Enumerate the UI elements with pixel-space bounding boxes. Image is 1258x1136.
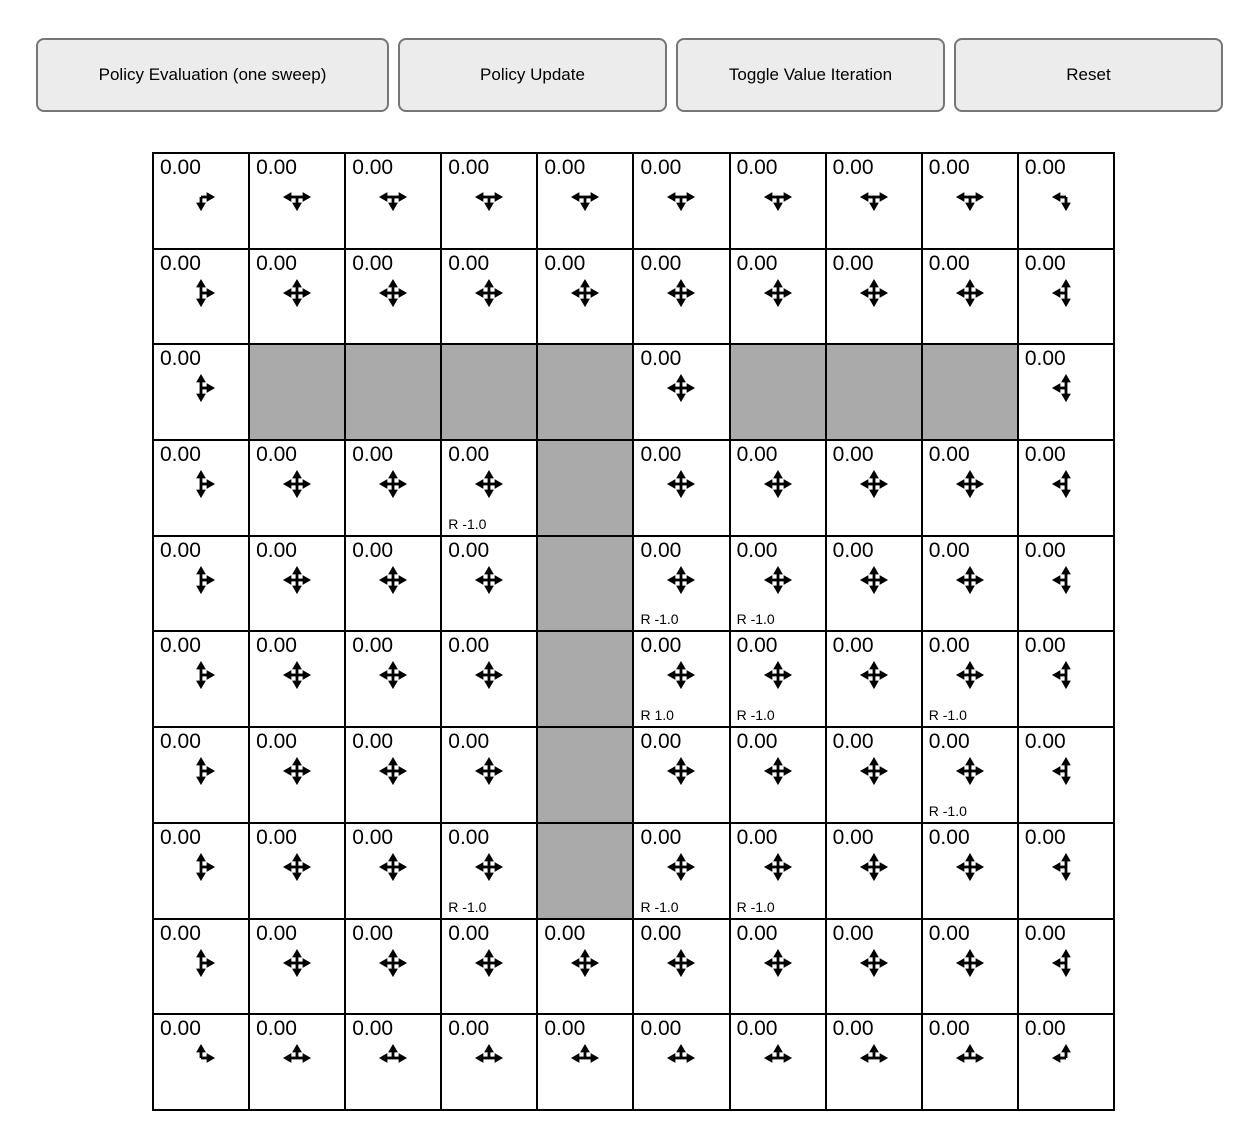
wall-cell	[826, 344, 922, 440]
cell-value: 0.00	[448, 1017, 490, 1041]
grid-cell[interactable]	[345, 1014, 441, 1110]
cell-value: 0.00	[448, 634, 490, 658]
policy-arrows-icon	[474, 182, 504, 212]
cell-value: 0.00	[1024, 347, 1066, 371]
policy-arrows-icon	[474, 278, 504, 308]
policy-arrows-icon	[955, 948, 985, 978]
grid-cell[interactable]	[441, 440, 537, 536]
wall-cell	[537, 536, 633, 632]
policy-arrows-icon	[763, 182, 793, 212]
policy-arrows-icon	[378, 1043, 408, 1073]
policy-arrows-icon	[666, 948, 696, 978]
cell-value: 0.00	[352, 730, 394, 754]
cell-value: 0.00	[544, 1017, 586, 1041]
cell-value: 0.00	[160, 730, 201, 754]
policy-arrows-icon	[763, 278, 793, 308]
grid-cell[interactable]	[633, 1014, 729, 1110]
grid-cell[interactable]	[633, 536, 729, 632]
cell-value: 0.00	[352, 921, 394, 945]
grid-cell[interactable]	[249, 249, 345, 345]
policy-arrows-icon	[474, 1043, 504, 1073]
policy-arrows-icon	[666, 565, 696, 595]
policy-arrows-icon	[282, 948, 312, 978]
grid-cell[interactable]	[441, 153, 537, 249]
grid-cell[interactable]	[1018, 344, 1114, 440]
policy-arrows-icon	[474, 756, 504, 786]
grid-cell[interactable]	[153, 823, 249, 919]
cell-value: 0.00	[160, 1017, 201, 1041]
grid-cell[interactable]	[249, 440, 345, 536]
cell-value: 0.00	[928, 730, 970, 754]
cell-value: 0.00	[928, 825, 970, 849]
policy-arrows-icon	[186, 182, 216, 212]
policy-arrows-icon	[282, 182, 312, 212]
policy-arrows-icon	[1051, 182, 1081, 212]
grid-cell[interactable]	[1018, 1014, 1114, 1110]
policy-arrows-icon	[666, 756, 696, 786]
cell-value: 0.00	[1024, 730, 1066, 754]
cell-value: 0.00	[928, 1017, 970, 1041]
policy-arrows-icon	[378, 660, 408, 690]
grid-cell[interactable]	[730, 823, 826, 919]
cell-value: 0.00	[448, 443, 490, 467]
cell-value: 0.00	[736, 251, 778, 275]
policy-arrows-icon	[282, 1043, 312, 1073]
cell-value: 0.00	[544, 156, 586, 179]
policy-arrows-icon	[955, 660, 985, 690]
cell-value: 0.00	[640, 538, 682, 562]
cell-value: 0.00	[928, 251, 970, 275]
policy-arrows-icon	[859, 469, 889, 499]
grid-cell[interactable]	[537, 919, 633, 1015]
policy-arrows-icon	[378, 469, 408, 499]
cell-value: 0.00	[160, 347, 201, 371]
cell-value: 0.00	[928, 921, 970, 945]
policy-arrows-icon	[955, 565, 985, 595]
cell-reward: R -1.0	[640, 898, 679, 915]
cell-value: 0.00	[640, 347, 682, 371]
wall-cell	[441, 344, 537, 440]
grid-cell[interactable]	[153, 440, 249, 536]
grid-cell[interactable]	[826, 727, 922, 823]
grid-cell[interactable]	[1018, 727, 1114, 823]
cell-value: 0.00	[1024, 251, 1066, 275]
policy-arrows-icon	[378, 182, 408, 212]
cell-value: 0.00	[256, 156, 297, 179]
cell-reward: R -1.0	[928, 802, 967, 819]
cell-value: 0.00	[832, 251, 874, 275]
grid-cell[interactable]	[922, 1014, 1018, 1110]
policy-arrows-icon	[186, 373, 216, 403]
grid-cell[interactable]	[345, 727, 441, 823]
policy-arrows-icon	[666, 469, 696, 499]
policy-arrows-icon	[666, 852, 696, 882]
cell-reward: R -1.0	[736, 707, 775, 724]
cell-value: 0.00	[736, 156, 778, 179]
cell-value: 0.00	[736, 921, 778, 945]
grid-cell[interactable]	[249, 1014, 345, 1110]
cell-value: 0.00	[832, 156, 874, 179]
grid-cell[interactable]	[153, 536, 249, 632]
policy-arrows-icon	[1051, 660, 1081, 690]
grid-cell[interactable]	[441, 249, 537, 345]
grid-cell[interactable]	[922, 440, 1018, 536]
grid-cell[interactable]	[345, 440, 441, 536]
policy-arrows-icon	[955, 1043, 985, 1073]
cell-value: 0.00	[736, 443, 778, 467]
policy-arrows-icon	[763, 756, 793, 786]
policy-arrows-icon	[1051, 565, 1081, 595]
grid-cell[interactable]	[1018, 919, 1114, 1015]
cell-value: 0.00	[256, 538, 297, 562]
cell-value: 0.00	[256, 634, 297, 658]
policy-arrows-icon	[570, 948, 600, 978]
cell-value: 0.00	[448, 538, 490, 562]
grid-cell[interactable]	[153, 1014, 249, 1110]
cell-value: 0.00	[1024, 156, 1066, 179]
grid-cell[interactable]	[249, 631, 345, 727]
grid-cell[interactable]	[441, 823, 537, 919]
cell-value: 0.00	[160, 538, 201, 562]
cell-value: 0.00	[928, 443, 970, 467]
policy-arrows-icon	[763, 1043, 793, 1073]
policy-arrows-icon	[186, 1043, 216, 1073]
grid-cell[interactable]	[826, 1014, 922, 1110]
grid-cell[interactable]	[1018, 249, 1114, 345]
policy-arrows-icon	[474, 948, 504, 978]
cell-value: 0.00	[1024, 538, 1066, 562]
cell-value: 0.00	[1024, 1017, 1066, 1041]
policy-arrows-icon	[1051, 373, 1081, 403]
cell-reward: R -1.0	[448, 515, 487, 532]
policy-arrows-icon	[1051, 469, 1081, 499]
cell-value: 0.00	[640, 443, 682, 467]
gridworld-grid	[152, 152, 1115, 1111]
cell-value: 0.00	[832, 921, 874, 945]
grid-cell[interactable]	[441, 631, 537, 727]
policy-arrows-icon	[1051, 948, 1081, 978]
toggle-value-iteration-button[interactable]: Toggle Value Iteration	[676, 38, 945, 112]
policy-arrows-icon	[474, 565, 504, 595]
policy-arrows-icon	[282, 565, 312, 595]
cell-value: 0.00	[736, 634, 778, 658]
policy-arrows-icon	[282, 852, 312, 882]
cell-value: 0.00	[1024, 634, 1066, 658]
toolbar	[36, 38, 1223, 112]
cell-value: 0.00	[352, 156, 394, 179]
grid-cell[interactable]	[922, 631, 1018, 727]
policy-arrows-icon	[186, 660, 216, 690]
cell-value: 0.00	[640, 634, 682, 658]
cell-value: 0.00	[256, 443, 297, 467]
cell-value: 0.00	[544, 251, 586, 275]
policy-arrows-icon	[282, 469, 312, 499]
grid-cell[interactable]	[826, 631, 922, 727]
grid-cell[interactable]	[730, 1014, 826, 1110]
policy-arrows-icon	[282, 660, 312, 690]
policy-arrows-icon	[378, 565, 408, 595]
policy-arrows-icon	[955, 278, 985, 308]
policy-evaluation-button[interactable]: Policy Evaluation (one sweep)	[36, 38, 389, 112]
wall-cell	[922, 344, 1018, 440]
cell-value: 0.00	[448, 825, 490, 849]
wall-cell	[730, 344, 826, 440]
policy-arrows-icon	[763, 852, 793, 882]
cell-value: 0.00	[448, 251, 490, 275]
grid-cell[interactable]	[345, 536, 441, 632]
policy-arrows-icon	[186, 469, 216, 499]
grid-cell[interactable]	[922, 249, 1018, 345]
grid-cell[interactable]	[1018, 536, 1114, 632]
policy-arrows-icon	[570, 182, 600, 212]
grid-cell[interactable]	[153, 631, 249, 727]
grid-cell[interactable]	[441, 727, 537, 823]
cell-value: 0.00	[832, 634, 874, 658]
cell-value: 0.00	[640, 156, 682, 179]
cell-value: 0.00	[448, 921, 490, 945]
policy-arrows-icon	[378, 756, 408, 786]
wall-cell	[537, 631, 633, 727]
cell-value: 0.00	[736, 538, 778, 562]
grid-cell[interactable]	[633, 631, 729, 727]
cell-value: 0.00	[1024, 825, 1066, 849]
cell-value: 0.00	[832, 538, 874, 562]
grid-cell[interactable]	[537, 249, 633, 345]
grid-cell[interactable]	[633, 153, 729, 249]
grid-cell[interactable]	[249, 919, 345, 1015]
cell-value: 0.00	[352, 825, 394, 849]
policy-arrows-icon	[378, 852, 408, 882]
grid-cell[interactable]	[730, 440, 826, 536]
grid-cell[interactable]	[249, 536, 345, 632]
grid-cell[interactable]	[730, 919, 826, 1015]
cell-value: 0.00	[544, 921, 586, 945]
cell-value: 0.00	[256, 1017, 297, 1041]
policy-arrows-icon	[570, 278, 600, 308]
cell-value: 0.00	[256, 825, 297, 849]
policy-arrows-icon	[474, 852, 504, 882]
policy-arrows-icon	[955, 182, 985, 212]
policy-arrows-icon	[763, 469, 793, 499]
cell-value: 0.00	[160, 443, 201, 467]
policy-arrows-icon	[859, 1043, 889, 1073]
grid-cell[interactable]	[441, 536, 537, 632]
grid-cell[interactable]	[345, 919, 441, 1015]
cell-value: 0.00	[640, 730, 682, 754]
policy-arrows-icon	[666, 182, 696, 212]
wall-cell	[345, 344, 441, 440]
policy-arrows-icon	[186, 852, 216, 882]
wall-cell	[537, 344, 633, 440]
cell-value: 0.00	[160, 825, 201, 849]
policy-arrows-icon	[378, 948, 408, 978]
policy-arrows-icon	[1051, 1043, 1081, 1073]
reset-button[interactable]: Reset	[954, 38, 1223, 112]
grid-cell[interactable]	[345, 823, 441, 919]
grid-cell[interactable]	[249, 153, 345, 249]
grid-cell[interactable]	[153, 727, 249, 823]
grid-cell[interactable]	[826, 536, 922, 632]
cell-value: 0.00	[832, 443, 874, 467]
grid-cell[interactable]	[153, 249, 249, 345]
cell-value: 0.00	[160, 634, 201, 658]
policy-arrows-icon	[859, 948, 889, 978]
grid-cell[interactable]	[922, 727, 1018, 823]
grid-cell[interactable]	[153, 344, 249, 440]
cell-value: 0.00	[1024, 443, 1066, 467]
grid-cell[interactable]	[1018, 440, 1114, 536]
policy-arrows-icon	[186, 948, 216, 978]
grid-cell[interactable]	[730, 727, 826, 823]
policy-arrows-icon	[859, 565, 889, 595]
policy-arrows-icon	[474, 469, 504, 499]
cell-value: 0.00	[640, 251, 682, 275]
grid-cell[interactable]	[153, 919, 249, 1015]
policy-arrows-icon	[955, 756, 985, 786]
policy-arrows-icon	[1051, 756, 1081, 786]
policy-arrows-icon	[666, 660, 696, 690]
cell-value: 0.00	[256, 251, 297, 275]
policy-arrows-icon	[763, 565, 793, 595]
grid-cell[interactable]	[441, 919, 537, 1015]
cell-reward: R -1.0	[736, 898, 775, 915]
policy-arrows-icon	[570, 1043, 600, 1073]
grid-cell[interactable]	[826, 440, 922, 536]
grid-cell[interactable]	[922, 153, 1018, 249]
cell-value: 0.00	[736, 825, 778, 849]
grid-cell[interactable]	[633, 344, 729, 440]
grid-cell[interactable]	[826, 823, 922, 919]
grid-cell[interactable]	[249, 823, 345, 919]
cell-value: 0.00	[640, 1017, 682, 1041]
policy-arrows-icon	[763, 948, 793, 978]
policy-arrows-icon	[955, 852, 985, 882]
policy-arrows-icon	[282, 278, 312, 308]
grid-cell[interactable]	[537, 1014, 633, 1110]
cell-value: 0.00	[736, 730, 778, 754]
cell-value: 0.00	[352, 443, 394, 467]
cell-value: 0.00	[928, 156, 970, 179]
cell-value: 0.00	[928, 538, 970, 562]
policy-arrows-icon	[666, 1043, 696, 1073]
cell-value: 0.00	[832, 825, 874, 849]
grid-cell[interactable]	[153, 153, 249, 249]
cell-value: 0.00	[160, 251, 201, 275]
grid-cell[interactable]	[1018, 153, 1114, 249]
grid-cell[interactable]	[633, 919, 729, 1015]
policy-arrows-icon	[859, 660, 889, 690]
policy-arrows-icon	[186, 565, 216, 595]
cell-value: 0.00	[928, 634, 970, 658]
grid-cell[interactable]	[633, 823, 729, 919]
grid-cell[interactable]	[345, 249, 441, 345]
policy-arrows-icon	[474, 660, 504, 690]
wall-cell	[249, 344, 345, 440]
cell-reward: R -1.0	[640, 611, 679, 628]
grid-cell[interactable]	[730, 249, 826, 345]
cell-reward: R -1.0	[928, 707, 967, 724]
wall-cell	[537, 727, 633, 823]
cell-value: 0.00	[832, 730, 874, 754]
cell-value: 0.00	[1024, 921, 1066, 945]
policy-arrows-icon	[763, 660, 793, 690]
cell-value: 0.00	[448, 730, 490, 754]
policy-update-button[interactable]: Policy Update	[398, 38, 667, 112]
grid-cell[interactable]	[441, 1014, 537, 1110]
grid-cell[interactable]	[730, 536, 826, 632]
cell-value: 0.00	[640, 825, 682, 849]
grid-cell[interactable]	[922, 536, 1018, 632]
cell-value: 0.00	[448, 156, 490, 179]
cell-value: 0.00	[352, 251, 394, 275]
wall-cell	[537, 823, 633, 919]
grid-cell[interactable]	[922, 919, 1018, 1015]
grid-cell[interactable]	[826, 919, 922, 1015]
grid-cell[interactable]	[922, 823, 1018, 919]
policy-arrows-icon	[186, 278, 216, 308]
policy-arrows-icon	[666, 278, 696, 308]
cell-value: 0.00	[160, 921, 201, 945]
policy-arrows-icon	[378, 278, 408, 308]
policy-arrows-icon	[1051, 278, 1081, 308]
cell-value: 0.00	[256, 921, 297, 945]
cell-value: 0.00	[352, 634, 394, 658]
grid-cell[interactable]	[249, 727, 345, 823]
grid-cell[interactable]	[730, 631, 826, 727]
wall-cell	[537, 440, 633, 536]
policy-arrows-icon	[859, 852, 889, 882]
policy-arrows-icon	[859, 278, 889, 308]
cell-reward: R -1.0	[736, 611, 775, 628]
policy-arrows-icon	[859, 182, 889, 212]
policy-arrows-icon	[666, 373, 696, 403]
grid-cell[interactable]	[633, 440, 729, 536]
grid-cell[interactable]	[826, 153, 922, 249]
grid-cell[interactable]	[633, 727, 729, 823]
grid-cell[interactable]	[826, 249, 922, 345]
grid-cell[interactable]	[1018, 823, 1114, 919]
cell-value: 0.00	[352, 538, 394, 562]
grid-cell[interactable]	[345, 153, 441, 249]
cell-value: 0.00	[736, 1017, 778, 1041]
cell-value: 0.00	[352, 1017, 394, 1041]
cell-reward: R 1.0	[640, 707, 674, 724]
cell-value: 0.00	[640, 921, 682, 945]
grid-cell[interactable]	[730, 153, 826, 249]
cell-reward: R -1.0	[448, 898, 487, 915]
cell-value: 0.00	[160, 156, 201, 179]
policy-arrows-icon	[955, 469, 985, 499]
policy-arrows-icon	[282, 756, 312, 786]
grid-cell[interactable]	[633, 249, 729, 345]
policy-arrows-icon	[1051, 852, 1081, 882]
grid-cell[interactable]	[345, 631, 441, 727]
grid-cell[interactable]	[537, 153, 633, 249]
cell-value: 0.00	[832, 1017, 874, 1041]
cell-value: 0.00	[256, 730, 297, 754]
policy-arrows-icon	[186, 756, 216, 786]
policy-arrows-icon	[859, 756, 889, 786]
grid-cell[interactable]	[1018, 631, 1114, 727]
